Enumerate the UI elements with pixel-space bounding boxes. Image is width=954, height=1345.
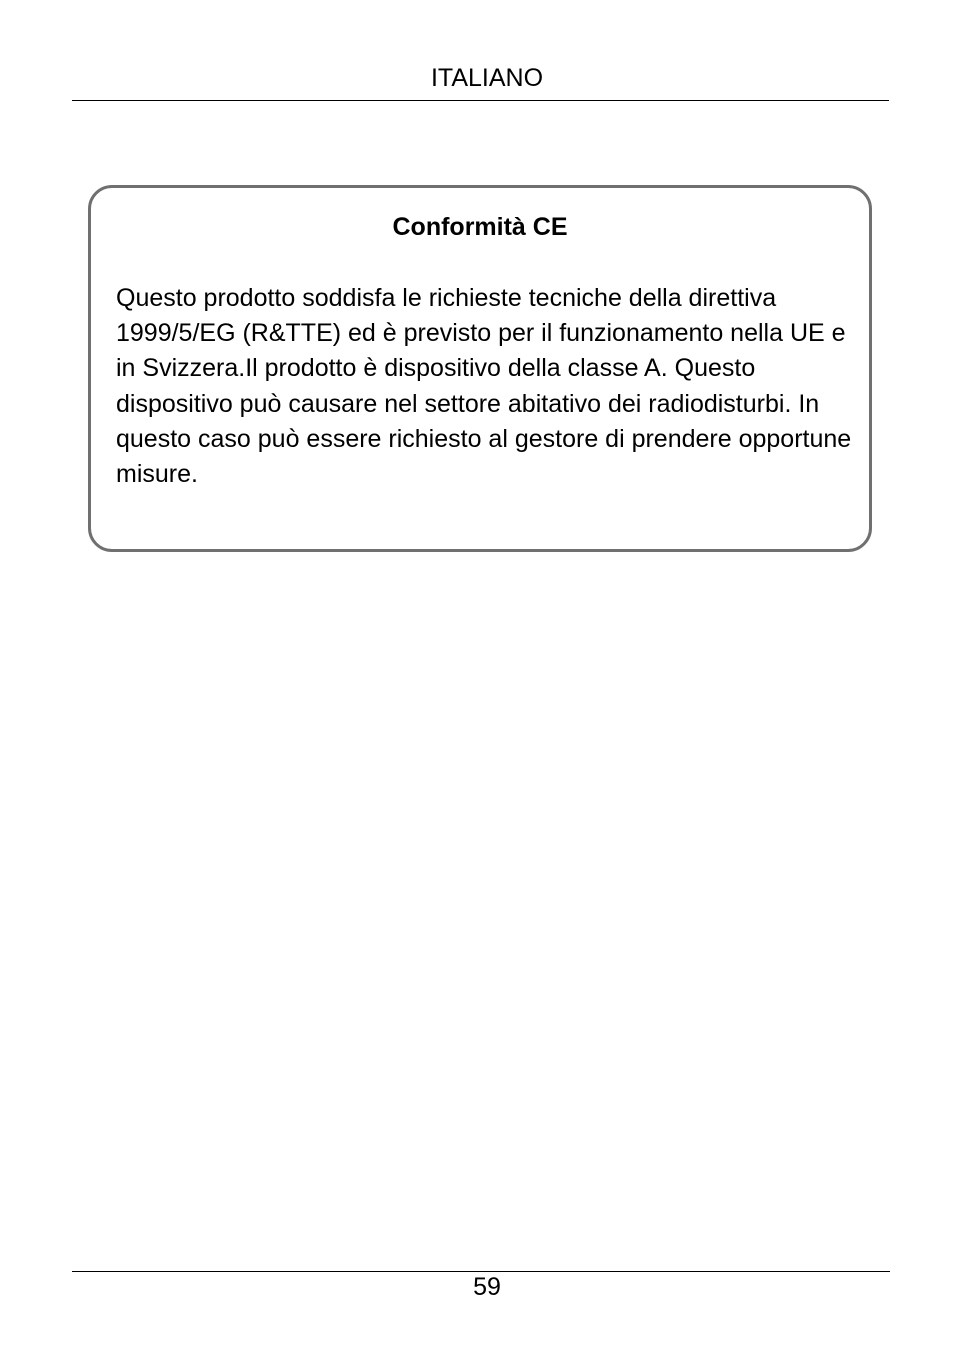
page-number: 59	[473, 1273, 501, 1301]
ce-body-text: Questo prodotto soddisfa le richieste tecniche della direttiva 1999/5/EG (R&TTE) ed è previsto per il funzionamento nella UE e in Svizzera.Il prodotto è dispositivo della classe A. Questo dispositivo può causare nel settore abitativo dei radiodisturbi. In questo caso può essere richiesto al gestore di prendere opportune misure.	[116, 284, 852, 489]
page-header-title: ITALIANO	[430, 64, 544, 92]
ce-heading: Conformità CE	[392, 213, 568, 241]
ce-conformity-box	[88, 185, 872, 552]
header-divider	[72, 100, 889, 101]
